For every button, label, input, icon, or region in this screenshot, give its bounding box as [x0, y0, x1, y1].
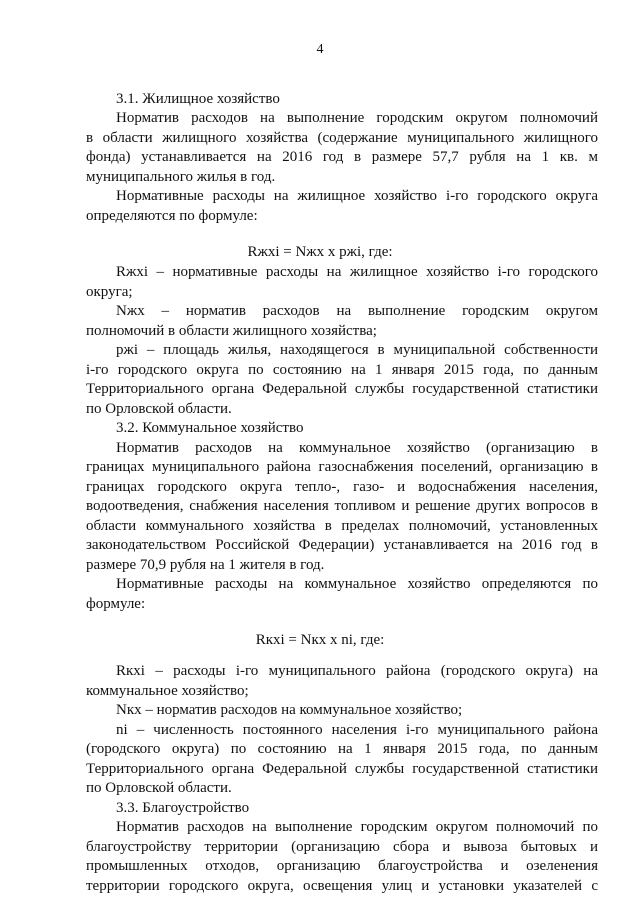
text-line: муниципального жилья в год. — [86, 169, 276, 185]
text-line: по Орловской области. — [86, 401, 232, 417]
text-line: размере 70,9 рубля на 1 жителя в год. — [86, 557, 325, 573]
text-line: Территориального органа Федеральной службы государственной статистики — [86, 761, 598, 777]
text-line: водоотведения, снабжения населения топливом и решение других вопросов в — [86, 498, 598, 514]
text-line: промышленных отходов, организацию благоустройства и озеленения — [86, 858, 598, 874]
text-line: Rкхi – расходы i-го муниципального района (городского округа) на — [116, 663, 598, 679]
text-line: границах городского округа тепло-, газо- и водоснабжения населения, — [86, 479, 598, 495]
text-line: округа; — [86, 284, 133, 300]
text-line: 3.3. Благоустройство — [116, 800, 250, 816]
text-line: Nжх – норматив расходов на выполнение городским округом — [116, 303, 598, 319]
text-line: полномочий в области жилищного хозяйства; — [86, 323, 377, 339]
text-line: Норматив расходов на коммунальное хозяйство (организацию в — [116, 440, 598, 456]
text-line: области коммунального хозяйства в пределах полномочий, установленных — [86, 518, 598, 534]
text-line: Территориального органа Федеральной службы государственной статистики — [86, 381, 598, 397]
text-line: Нормативные расходы на жилищное хозяйство i-го городского округа — [116, 188, 598, 204]
formula-line: Rжхi = Nжх x pжi, где: — [247, 244, 393, 260]
text-line: фонда) устанавливается на 2016 год в размере 57,7 рубля на 1 кв. м — [86, 149, 598, 165]
text-line: определяются по формуле: — [86, 208, 258, 224]
text-line: Rжхi – нормативные расходы на жилищное хозяйство i-го городского — [116, 264, 598, 280]
text-line: pжi – площадь жилья, находящегося в муниципальной собственности — [116, 342, 598, 358]
text-line: благоустройству территории (организацию сбора и вывоза бытовых и — [86, 839, 598, 855]
text-line: Нормативные расходы на коммунальное хозяйство определяются по — [116, 576, 598, 592]
text-line: коммунальное хозяйство; — [86, 683, 249, 699]
text-line: ni – численность постоянного населения i-го муниципального района — [116, 722, 598, 738]
text-line: Nкх – норматив расходов на коммунальное хозяйство; — [116, 702, 463, 718]
text-line: i-го городского округа по состоянию на 1 января 2015 года, по данным — [86, 362, 598, 378]
page-number: 4 — [316, 42, 324, 57]
text-line: (городского округа) по состоянию на 1 января 2015 года, по данным — [86, 741, 598, 757]
formula-line: Rкхi = Nкх x ni, где: — [255, 632, 385, 648]
text-line: границах муниципального района газоснабжения поселений, организацию в — [86, 459, 598, 475]
text-line: формуле: — [86, 596, 146, 612]
text-line: законодательством Российской Федерации) устанавливается на 2016 год в — [86, 537, 598, 553]
text-line: по Орловской области. — [86, 780, 232, 796]
text-line: 3.2. Коммунальное хозяйство — [116, 420, 304, 436]
text-line: территории городского округа, освещения улиц и установки указателей с — [86, 878, 598, 894]
text-line: Норматив расходов на выполнение городским округом полномочий по — [116, 819, 598, 835]
text-line: 3.1. Жилищное хозяйство — [116, 91, 280, 107]
text-line: Норматив расходов на выполнение городским округом полномочий — [116, 110, 598, 126]
text-line: в области жилищного хозяйства (содержание муниципального жилищного — [86, 130, 598, 146]
